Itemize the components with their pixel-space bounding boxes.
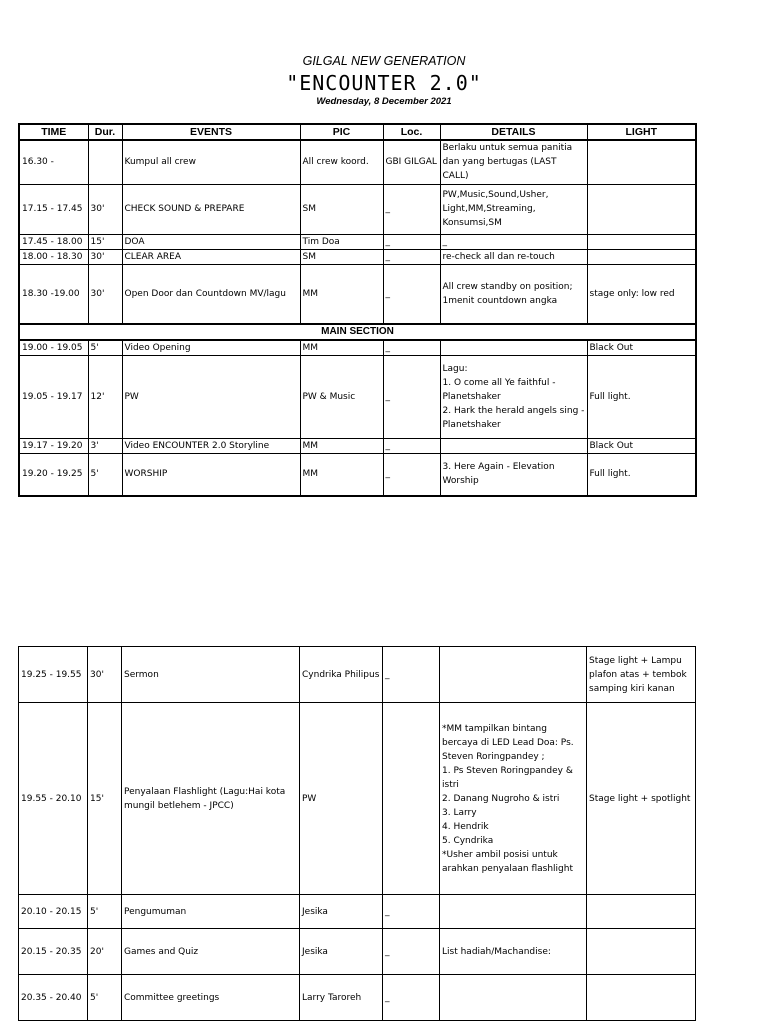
event-cell: Video Opening xyxy=(122,340,300,356)
details-cell xyxy=(440,647,587,703)
details-cell: 3. Here Again - Elevation Worship xyxy=(440,454,587,496)
event-cell: Games and Quiz xyxy=(122,929,300,975)
table-row xyxy=(19,184,696,234)
location-cell: _ xyxy=(383,264,440,324)
table-row xyxy=(19,439,696,454)
time-cell: 19.05 - 19.17 xyxy=(19,356,88,439)
rundown-table-page1 xyxy=(18,123,697,497)
time-cell: 19.55 - 20.10 xyxy=(19,703,88,895)
section-label: MAIN SECTION xyxy=(19,324,696,340)
duration-cell: 5' xyxy=(88,340,122,356)
light-cell xyxy=(587,929,696,975)
table-row xyxy=(19,454,696,496)
location-cell: _ xyxy=(383,975,440,1021)
column-header-time: TIME xyxy=(19,124,88,140)
duration-cell: 30' xyxy=(88,184,122,234)
pic-cell: All crew koord. xyxy=(300,140,383,184)
table-row xyxy=(19,249,696,264)
event-cell: WORSHIP xyxy=(122,454,300,496)
light-cell xyxy=(587,895,696,929)
pic-cell: PW xyxy=(300,703,383,895)
table-row xyxy=(19,703,696,895)
time-cell: 20.35 - 20.40 xyxy=(19,975,88,1021)
details-cell: re-check all dan re-touch xyxy=(440,249,587,264)
duration-cell xyxy=(88,140,122,184)
pic-cell: MM xyxy=(300,439,383,454)
event-cell: DOA xyxy=(122,234,300,249)
light-cell: Stage light + Lampu plafon atas + tembok samping kiri kanan xyxy=(587,647,696,703)
duration-cell: 15' xyxy=(88,703,122,895)
pic-cell: Jesika xyxy=(300,895,383,929)
pic-cell: PW & Music xyxy=(300,356,383,439)
details-cell xyxy=(440,340,587,356)
pic-cell: SM xyxy=(300,184,383,234)
table-header-row xyxy=(19,124,696,140)
details-cell: Berlaku untuk semua panitia dan yang bertugas (LAST CALL) xyxy=(440,140,587,184)
light-cell: Black Out xyxy=(587,340,696,356)
details-cell: *MM tampilkan bintang bercaya di LED Lead Doa: Ps. Steven Roringpandey ; 1. Ps Steven Roringpandey & istri 2. Danang Nugroho & istri 3. Larry 4. Hendrik 5. Cyndrika *Usher ambil posisi untuk arahkan penyalaan flashlight xyxy=(440,703,587,895)
event-date: Wednesday, 8 December 2021 xyxy=(316,96,452,107)
duration-cell: 5' xyxy=(88,895,122,929)
duration-cell: 12' xyxy=(88,356,122,439)
location-cell: _ xyxy=(383,340,440,356)
pre-event-rows xyxy=(19,140,696,324)
event-cell: Penyalaan Flashlight (Lagu:Hai kota mungil betlehem - JPCC) xyxy=(122,703,300,895)
event-cell: Sermon xyxy=(122,647,300,703)
light-cell xyxy=(587,249,696,264)
table-row xyxy=(19,340,696,356)
location-cell: _ xyxy=(383,184,440,234)
time-cell: 18.30 -19.00 xyxy=(19,264,88,324)
column-header-events: EVENTS xyxy=(122,124,300,140)
details-cell: PW,Music,Sound,Usher, Light,MM,Streaming, Konsumsi,SM xyxy=(440,184,587,234)
column-header-light: LIGHT xyxy=(587,124,696,140)
event-cell: Kumpul all crew xyxy=(122,140,300,184)
main-section-divider xyxy=(19,324,696,340)
details-cell xyxy=(440,895,587,929)
event-cell: Open Door dan Countdown MV/lagu xyxy=(122,264,300,324)
details-cell xyxy=(440,975,587,1021)
details-cell: All crew standby on position; 1menit countdown angka xyxy=(440,264,587,324)
table-row xyxy=(19,234,696,249)
details-cell: List hadiah/Machandise: xyxy=(440,929,587,975)
pic-cell: MM xyxy=(300,340,383,356)
table-row xyxy=(19,929,696,975)
table-row xyxy=(19,140,696,184)
location-cell: _ xyxy=(383,249,440,264)
pic-cell: Tim Doa xyxy=(300,234,383,249)
time-cell: 19.20 - 19.25 xyxy=(19,454,88,496)
time-cell: 20.15 - 20.35 xyxy=(19,929,88,975)
column-header-details: DETAILS xyxy=(440,124,587,140)
time-cell: 19.00 - 19.05 xyxy=(19,340,88,356)
event-cell: PW xyxy=(122,356,300,439)
location-cell: _ xyxy=(383,454,440,496)
time-cell: 17.45 - 18.00 xyxy=(19,234,88,249)
time-cell: 19.17 - 19.20 xyxy=(19,439,88,454)
rundown-table-page2 xyxy=(18,646,696,1021)
duration-cell: 20' xyxy=(88,929,122,975)
location-cell: _ xyxy=(383,647,440,703)
time-cell: 17.15 - 17.45 xyxy=(19,184,88,234)
duration-cell: 30' xyxy=(88,249,122,264)
pic-cell: Larry Taroreh xyxy=(300,975,383,1021)
organization-name: GILGAL NEW GENERATION xyxy=(302,54,466,68)
event-cell: CLEAR AREA xyxy=(122,249,300,264)
column-header-pic: PIC xyxy=(300,124,383,140)
location-cell: _ xyxy=(383,234,440,249)
details-cell: Lagu: 1. O come all Ye faithful - Planetshaker 2. Hark the herald angels sing - Planetshaker xyxy=(440,356,587,439)
table-row xyxy=(19,647,696,703)
pic-cell: MM xyxy=(300,264,383,324)
duration-cell: 15' xyxy=(88,234,122,249)
table-row xyxy=(19,975,696,1021)
column-header-duration: Dur. xyxy=(88,124,122,140)
location-cell: _ xyxy=(383,895,440,929)
event-cell: Video ENCOUNTER 2.0 Storyline xyxy=(122,439,300,454)
main-section-rows xyxy=(19,340,696,496)
duration-cell: 3' xyxy=(88,439,122,454)
pic-cell: SM xyxy=(300,249,383,264)
location-cell: GBI GILGAL xyxy=(383,140,440,184)
details-cell xyxy=(440,439,587,454)
column-header-location: Loc. xyxy=(383,124,440,140)
light-cell xyxy=(587,184,696,234)
location-cell: _ xyxy=(383,356,440,439)
pic-cell: MM xyxy=(300,454,383,496)
location-cell xyxy=(383,703,440,895)
section-row xyxy=(19,324,696,340)
light-cell: stage only: low red xyxy=(587,264,696,324)
light-cell xyxy=(587,234,696,249)
event-cell: Committee greetings xyxy=(122,975,300,1021)
duration-cell: 30' xyxy=(88,647,122,703)
duration-cell: 5' xyxy=(88,975,122,1021)
duration-cell: 30' xyxy=(88,264,122,324)
table-row xyxy=(19,356,696,439)
table-row xyxy=(19,895,696,929)
time-cell: 20.10 - 20.15 xyxy=(19,895,88,929)
light-cell: Stage light + spotlight xyxy=(587,703,696,895)
event-cell: CHECK SOUND & PREPARE xyxy=(122,184,300,234)
light-cell: Full light. xyxy=(587,454,696,496)
table-row xyxy=(19,264,696,324)
page2-rows xyxy=(19,647,696,1021)
time-cell: 19.25 - 19.55 xyxy=(19,647,88,703)
time-cell: 18.00 - 18.30 xyxy=(19,249,88,264)
location-cell: _ xyxy=(383,439,440,454)
event-title: "ENCOUNTER 2.0" xyxy=(286,71,482,95)
light-cell: Full light. xyxy=(587,356,696,439)
light-cell xyxy=(587,975,696,1021)
light-cell: Black Out xyxy=(587,439,696,454)
details-cell: _ xyxy=(440,234,587,249)
duration-cell: 5' xyxy=(88,454,122,496)
event-cell: Pengumuman xyxy=(122,895,300,929)
light-cell xyxy=(587,140,696,184)
pic-cell: Cyndrika Philipus xyxy=(300,647,383,703)
time-cell: 16.30 - xyxy=(19,140,88,184)
pic-cell: Jesika xyxy=(300,929,383,975)
location-cell: _ xyxy=(383,929,440,975)
